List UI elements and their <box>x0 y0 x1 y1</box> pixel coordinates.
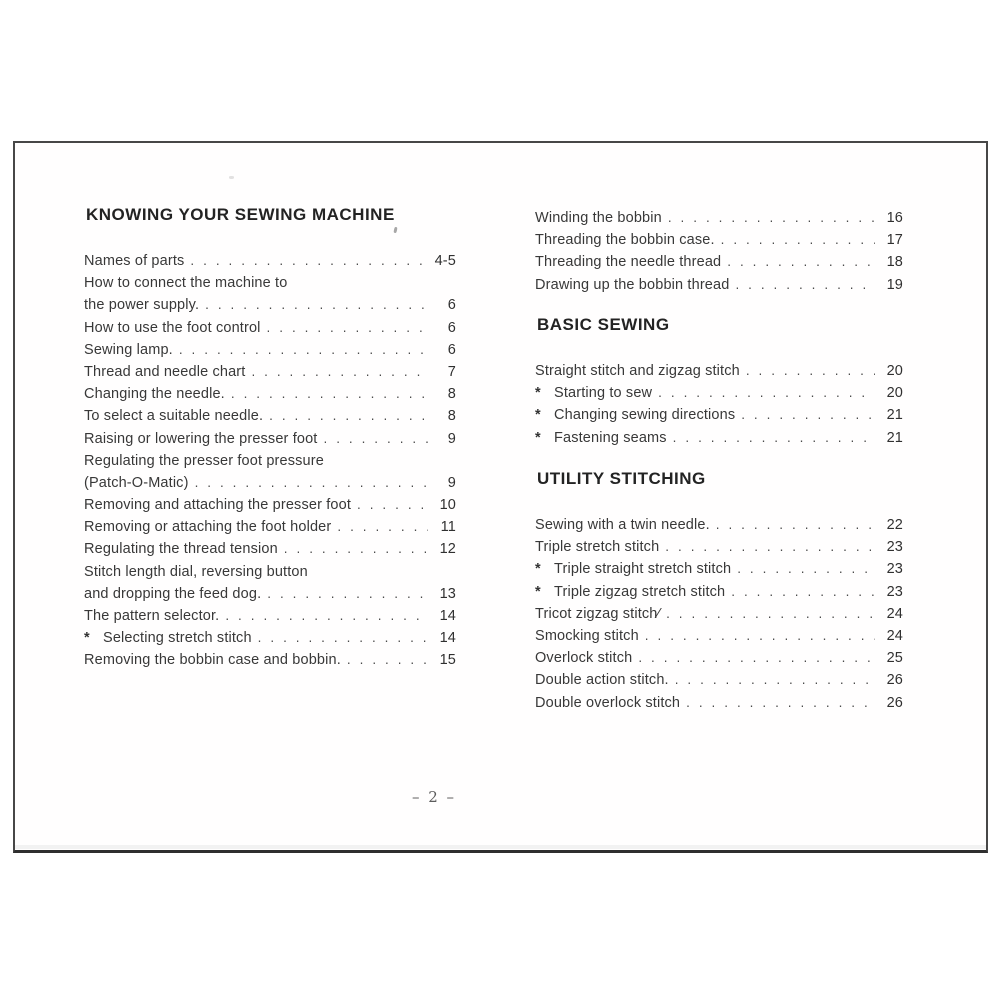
toc-entry <box>535 251 903 273</box>
entry-label: Tricot zigzag stitch⁄ <box>535 605 661 622</box>
dot-leader <box>672 669 875 691</box>
dot-leader <box>264 317 428 339</box>
toc-entry <box>84 272 456 294</box>
entry-label: and dropping the feed dog. <box>84 585 262 602</box>
toc-entry <box>535 581 903 603</box>
scan-speck <box>229 176 234 179</box>
dot-leader <box>264 583 428 605</box>
toc-entry <box>84 405 456 427</box>
toc-entry <box>535 536 903 558</box>
entry-page-number: 18 <box>886 254 903 271</box>
dot-leader <box>334 516 428 538</box>
entry-label: Sewing lamp. <box>84 341 173 358</box>
entry-page-number: 26 <box>886 672 903 689</box>
entry-page-number: 21 <box>886 407 903 424</box>
toc-entry <box>535 669 903 691</box>
toc-entry <box>84 250 456 272</box>
entry-label: (Patch-O-Matic) <box>84 474 189 491</box>
entry-label: Selecting stretch stitch <box>103 630 252 647</box>
dot-leader <box>683 692 875 714</box>
entry-label: Threading the bobbin case. <box>535 232 715 249</box>
entry-label: Removing and attaching the presser foot <box>84 497 352 514</box>
entry-page-number: 14 <box>439 608 456 624</box>
entry-page-number: 23 <box>886 539 903 556</box>
entry-page-number: 8 <box>447 408 456 425</box>
toc-entry <box>84 649 456 671</box>
entry-page-number: 26 <box>886 694 903 711</box>
entry-label: Winding the bobbin <box>535 210 662 226</box>
entry-label: Double action stitch. <box>535 672 669 689</box>
entry-label: Removing the bobbin case and bobbin. <box>84 652 341 669</box>
entry-label: Regulating the presser foot pressure <box>84 452 324 469</box>
scan-shadow <box>15 845 986 849</box>
entry-label: Raising or lowering the presser foot <box>84 430 318 447</box>
dot-leader <box>228 383 428 405</box>
entry-label: Regulating the thread tension <box>84 541 278 558</box>
document-page <box>13 141 988 853</box>
dot-leader <box>734 558 875 580</box>
toc-section <box>535 469 903 714</box>
entry-label: Straight stitch and zigzag stitch <box>535 363 740 379</box>
entry-page-number: 14 <box>439 630 456 647</box>
entry-label: Triple zigzag stretch stitch <box>554 583 726 600</box>
bullet-asterisk: * <box>535 583 541 600</box>
toc-entry-list <box>535 207 903 296</box>
bullet-asterisk: * <box>84 630 90 647</box>
entry-page-number: 10 <box>439 497 456 514</box>
toc-entry <box>535 647 903 669</box>
toc-entry <box>84 450 456 472</box>
entry-label: Triple stretch stitch <box>535 539 660 556</box>
entry-page-number: 24 <box>886 605 903 622</box>
toc-entry <box>535 360 903 382</box>
toc-entry-list <box>84 250 456 672</box>
dot-leader <box>655 382 875 404</box>
toc-entry <box>535 382 903 404</box>
toc-entry <box>535 207 903 229</box>
entry-page-number: 11 <box>440 519 456 536</box>
dot-leader <box>281 538 428 560</box>
entry-label: The pattern selector. <box>84 608 220 624</box>
entry-label: Changing the needle. <box>84 386 225 403</box>
entry-label: Drawing up the bobbin thread <box>535 276 730 293</box>
entry-page-number: 9 <box>447 474 456 491</box>
toc-entry <box>84 361 456 383</box>
entry-page-number: 7 <box>447 363 456 380</box>
toc-section <box>535 207 903 296</box>
toc-entry <box>535 404 903 426</box>
toc-entry <box>84 294 456 316</box>
toc-entry <box>535 274 903 296</box>
dot-leader <box>187 250 428 272</box>
entry-label: Sewing with a twin needle. <box>535 517 710 533</box>
dot-leader <box>670 427 875 449</box>
toc-entry <box>535 558 903 580</box>
dot-leader <box>662 536 875 558</box>
entry-page-number: 16 <box>886 210 903 226</box>
entry-page-number: 6 <box>447 297 456 314</box>
entry-page-number: 19 <box>886 276 903 293</box>
entry-label: Smocking stitch <box>535 627 639 644</box>
entry-page-number: 9 <box>447 430 456 447</box>
entry-page-number: 23 <box>886 561 903 578</box>
entry-page-number: 17 <box>886 232 903 249</box>
entry-label: Triple straight stretch stitch <box>554 561 732 578</box>
dot-leader <box>743 360 875 382</box>
toc-entry <box>84 627 456 649</box>
entry-label: Changing sewing directions <box>554 407 736 424</box>
entry-label: Double overlock stitch <box>535 694 681 711</box>
dot-leader <box>176 339 428 361</box>
dot-leader <box>321 428 429 450</box>
entry-label: Removing or attaching the foot holder <box>84 519 332 536</box>
entry-page-number: 12 <box>439 541 456 558</box>
toc-entry <box>84 605 456 627</box>
toc-entry <box>84 583 456 605</box>
dot-leader <box>192 472 428 494</box>
toc-entry-list <box>535 514 903 714</box>
entry-label: Stitch length dial, reversing button <box>84 563 308 580</box>
toc-entry <box>84 494 456 516</box>
bullet-asterisk: * <box>535 385 541 402</box>
entry-page-number: 20 <box>886 363 903 379</box>
dot-leader <box>255 627 428 649</box>
entry-label: Threading the needle thread <box>535 254 722 271</box>
entry-page-number: 6 <box>447 319 456 336</box>
toc-entry <box>535 514 903 536</box>
dot-leader <box>344 649 428 671</box>
entry-label: Overlock stitch <box>535 650 633 667</box>
dot-leader <box>642 625 875 647</box>
entry-page-number: 25 <box>886 650 903 667</box>
bullet-asterisk: * <box>535 407 541 424</box>
toc-entry-list <box>535 360 903 449</box>
entry-label: Thread and needle chart <box>84 363 246 380</box>
entry-label: How to use the foot control <box>84 319 261 336</box>
toc-section <box>84 205 456 672</box>
dot-leader <box>713 514 875 536</box>
dot-leader <box>732 274 875 296</box>
toc-entry <box>84 561 456 583</box>
toc-entry <box>84 516 456 538</box>
toc-entry <box>535 229 903 251</box>
toc-entry <box>84 339 456 361</box>
toc-entry <box>535 692 903 714</box>
entry-page-number: 8 <box>447 386 456 403</box>
toc-entry <box>84 383 456 405</box>
entry-label: Starting to sew <box>554 385 653 402</box>
page-footer: – 2 – <box>411 788 457 806</box>
dot-leader <box>728 581 875 603</box>
dot-leader <box>635 647 875 669</box>
toc-entry <box>84 538 456 560</box>
entry-page-number: 23 <box>886 583 903 600</box>
dot-leader <box>202 294 428 316</box>
entry-page-number: 4-5 <box>434 253 456 269</box>
dot-leader <box>354 494 428 516</box>
section-heading: UTILITY STITCHING <box>537 469 706 488</box>
entry-label: Fastening seams <box>554 429 667 446</box>
entry-page-number: 20 <box>886 385 903 402</box>
entry-page-number: 15 <box>439 652 456 669</box>
bullet-asterisk: * <box>535 561 541 578</box>
entry-page-number: 24 <box>886 627 903 644</box>
toc-entry <box>84 428 456 450</box>
entry-label: the power supply. <box>84 297 200 314</box>
dot-leader <box>663 603 875 625</box>
entry-page-number: 6 <box>447 341 456 358</box>
section-heading: BASIC SEWING <box>537 315 670 334</box>
entry-page-number: 21 <box>886 429 903 446</box>
dot-leader <box>718 229 875 251</box>
entry-label: Names of parts <box>84 253 185 269</box>
dot-leader <box>248 361 428 383</box>
toc-section <box>535 315 903 449</box>
toc-entry <box>535 427 903 449</box>
entry-label: How to connect the machine to <box>84 275 288 292</box>
dot-leader <box>266 405 428 427</box>
dot-leader <box>222 605 428 627</box>
dot-leader <box>738 404 875 426</box>
entry-page-number: 22 <box>886 517 903 533</box>
toc-entry <box>84 472 456 494</box>
dot-leader <box>724 251 875 273</box>
entry-label: To select a suitable needle. <box>84 408 264 425</box>
toc-entry <box>535 603 903 625</box>
dot-leader <box>665 207 875 229</box>
section-heading: KNOWING YOUR SEWING MACHINE <box>86 205 395 224</box>
entry-page-number: 13 <box>439 585 456 602</box>
toc-entry <box>535 625 903 647</box>
bullet-asterisk: * <box>535 429 541 446</box>
toc-entry <box>84 317 456 339</box>
